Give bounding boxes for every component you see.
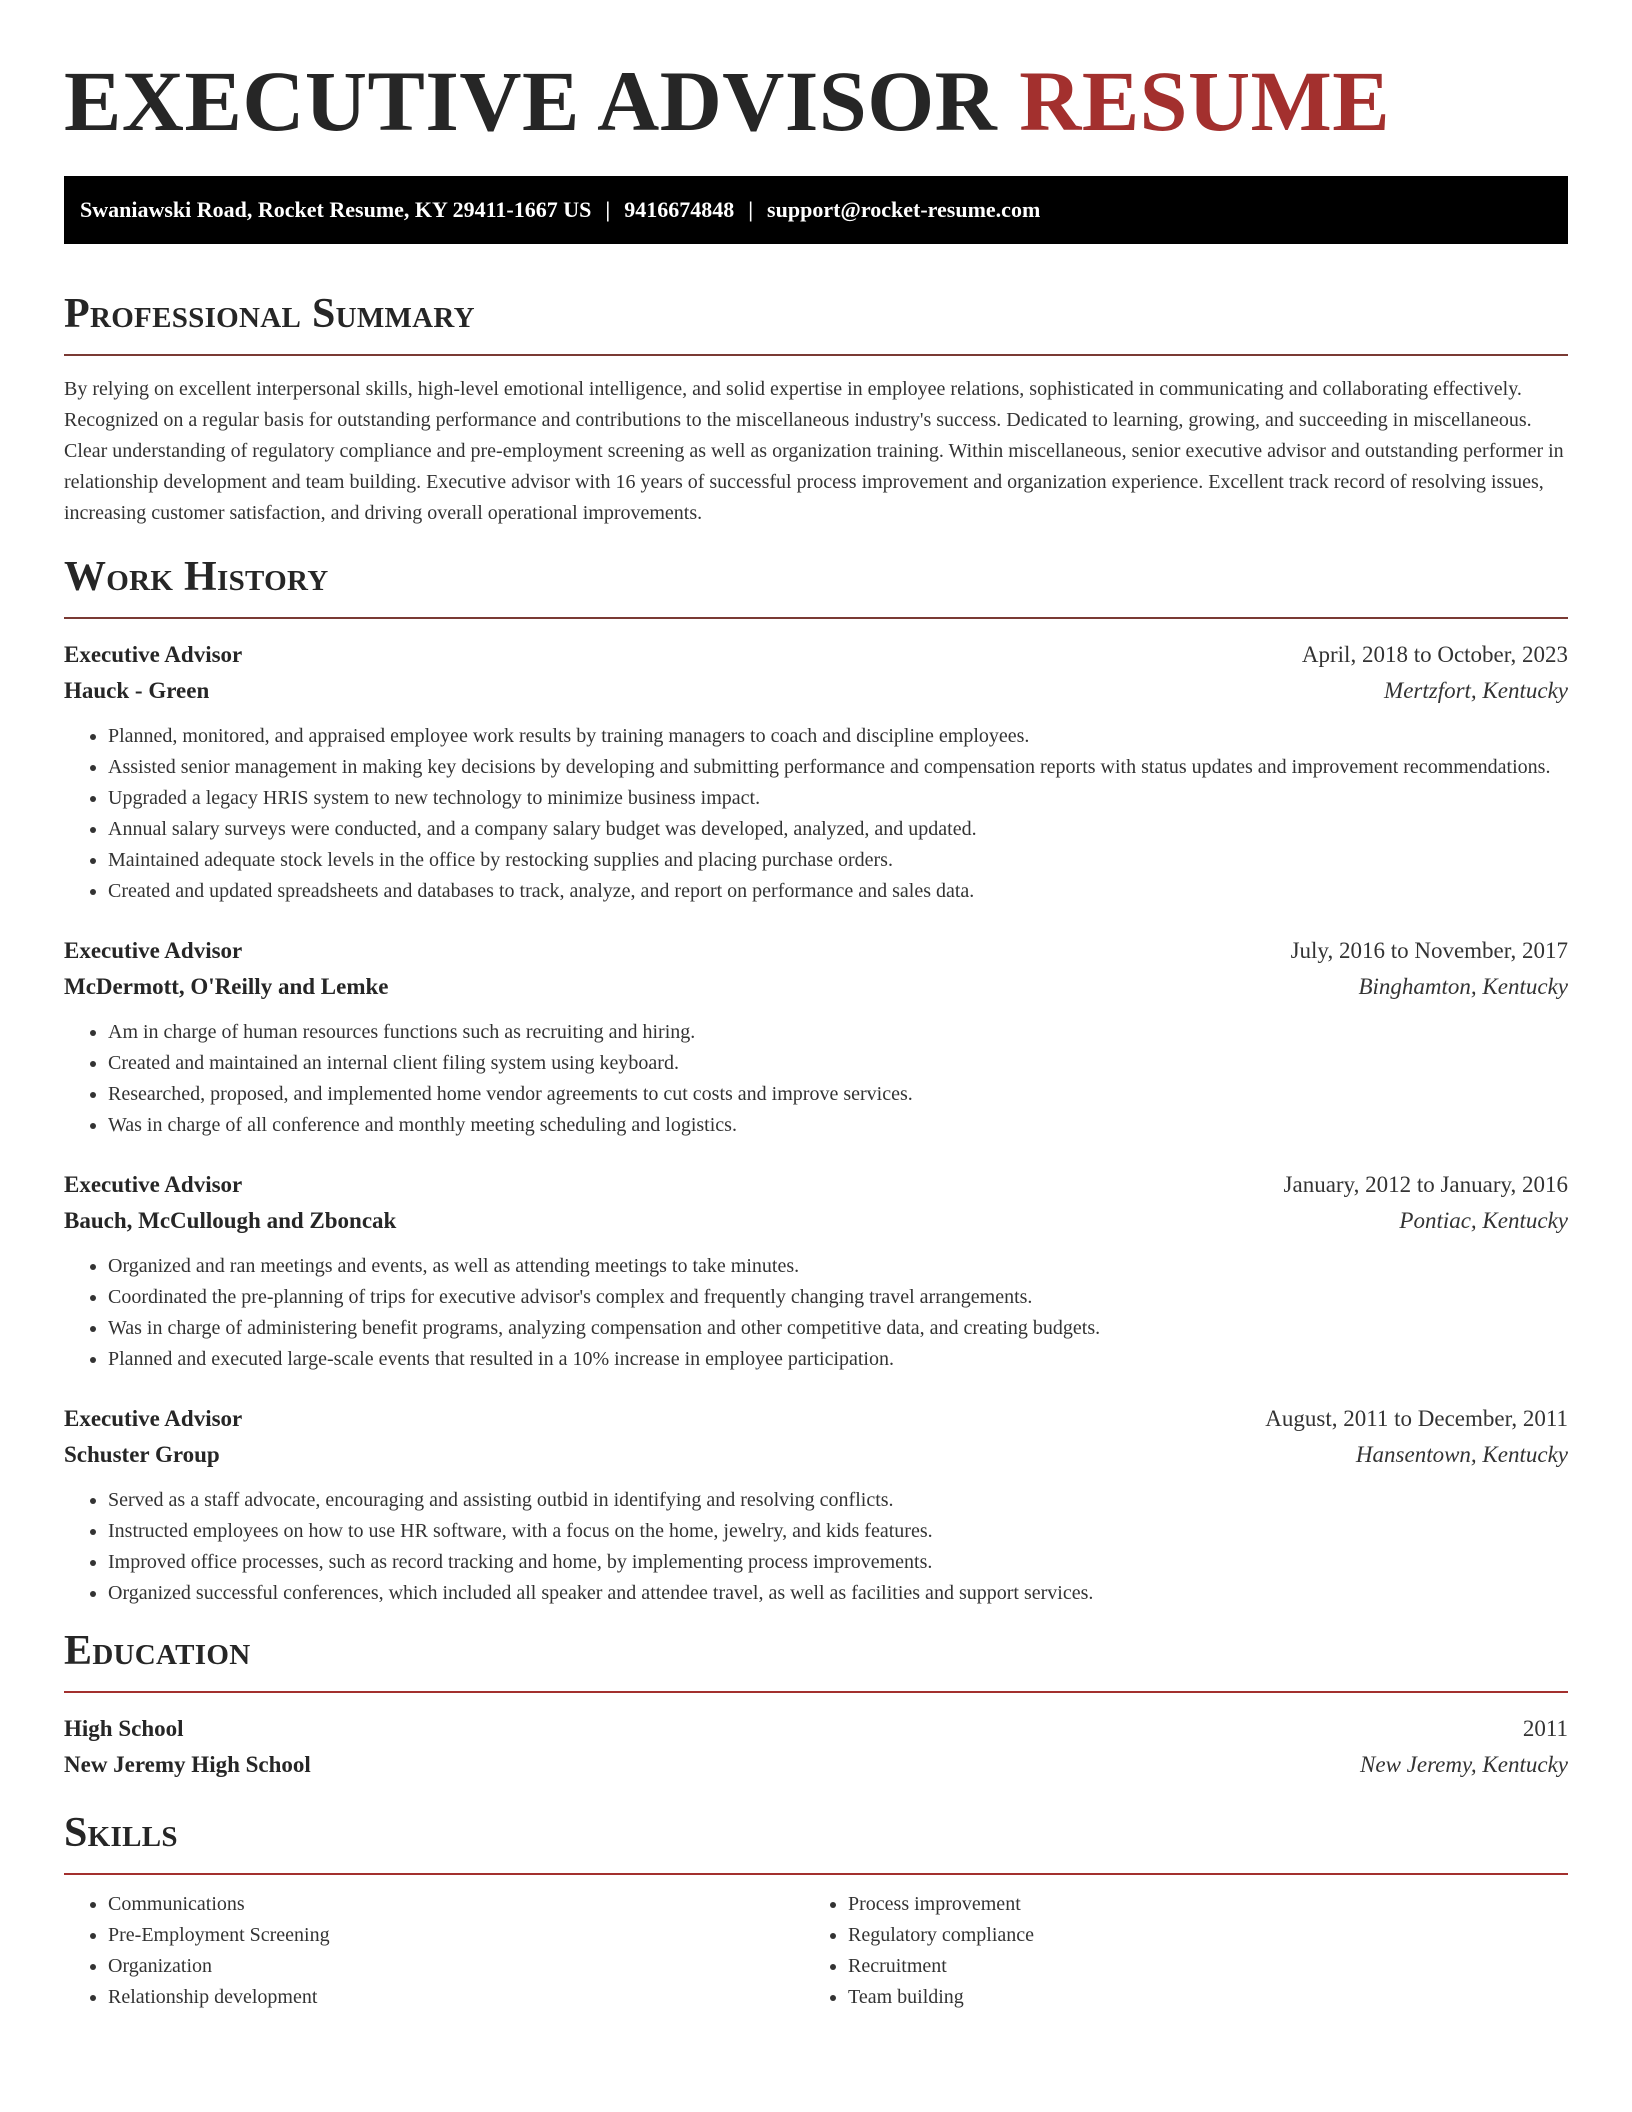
job-location: Hansentown, Kentucky — [1355, 1442, 1568, 1467]
job-location: Pontiac, Kentucky — [1399, 1208, 1568, 1233]
resume-page — [64, 0, 1568, 2013]
job-title: Executive Advisor — [64, 642, 243, 667]
job-dates: August, 2011 to December, 2011 — [1265, 1406, 1568, 1431]
skill-item: • Process improvement — [848, 1889, 1544, 1920]
job-bullet: • Was in charge of administering benefit programs, analyzing compensation and other competitive data, and creating budgets. — [108, 1313, 1568, 1344]
education-subheader — [64, 1747, 1568, 1783]
job-bullet: • Am in charge of human resources functions such as recruiting and hiring. — [108, 1017, 1568, 1048]
section-title-summary: Professional Summary — [64, 291, 475, 337]
job-title: Executive Advisor — [64, 1406, 243, 1431]
job-title: Executive Advisor — [64, 938, 243, 963]
summary-section — [64, 288, 1568, 529]
skills-section — [64, 1807, 1568, 2013]
job-bullet: • Served as a staff advocate, encouraging and assisting outbid in identifying and resolving conflicts. — [108, 1485, 1568, 1516]
job-bullet: • Assisted senior management in making key decisions by developing and submitting performance and compensation reports with status updates and improvement recommendations. — [108, 752, 1568, 783]
contact-separator: | — [748, 197, 754, 222]
job-bullet: • Coordinated the pre-planning of trips for executive advisor's complex and frequently changing travel arrangements. — [108, 1282, 1568, 1313]
job-company: Hauck - Green — [64, 678, 210, 703]
job-subheader — [64, 1203, 1568, 1239]
job-location: Mertzfort, Kentucky — [1384, 678, 1568, 703]
job-entry — [64, 1401, 1568, 1609]
job-bullet: • Organized and ran meetings and events, as well as attending meetings to take minutes. — [108, 1251, 1568, 1282]
section-title-education: Education — [64, 1628, 251, 1674]
section-title-skills: Skills — [64, 1810, 178, 1856]
job-company: McDermott, O'Reilly and Lemke — [64, 974, 389, 999]
education-location: New Jeremy, Kentucky — [1360, 1752, 1568, 1777]
job-subheader — [64, 969, 1568, 1005]
job-entry — [64, 1167, 1568, 1375]
education-year: 2011 — [1522, 1716, 1568, 1741]
job-entry — [64, 933, 1568, 1141]
contact-separator: | — [605, 197, 611, 222]
job-dates: April, 2018 to October, 2023 — [1301, 642, 1568, 667]
job-bullets — [64, 1017, 1568, 1141]
skill-item: • Organization — [108, 1951, 804, 1982]
job-bullet: • Was in charge of all conference and monthly meeting scheduling and logistics. — [108, 1110, 1568, 1141]
job-header — [64, 1167, 1568, 1203]
contact-bar — [64, 176, 1568, 244]
skills-column-right — [804, 1889, 1544, 2013]
job-header — [64, 933, 1568, 969]
job-bullet: • Created and updated spreadsheets and databases to track, analyze, and report on performance and sales data. — [108, 876, 1568, 907]
job-bullet: • Annual salary surveys were conducted, and a company salary budget was developed, analyzed, and updated. — [108, 814, 1568, 845]
job-bullet: • Planned and executed large-scale events that resulted in a 10% increase in employee participation. — [108, 1344, 1568, 1375]
job-bullet: • Organized successful conferences, which included all speaker and attendee travel, as well as facilities and support services. — [108, 1578, 1568, 1609]
job-subheader — [64, 673, 1568, 709]
section-divider — [64, 1691, 1568, 1693]
contact-email[interactable]: support@rocket-resume.com — [767, 197, 1041, 222]
job-bullet: • Instructed employees on how to use HR software, with a focus on the home, jewelry, and kids features. — [108, 1516, 1568, 1547]
education-section — [64, 1625, 1568, 1783]
skill-item: • Communications — [108, 1889, 804, 1920]
skills-list — [64, 1889, 1568, 2013]
skill-item: • Recruitment — [848, 1951, 1544, 1982]
job-dates: January, 2012 to January, 2016 — [1283, 1172, 1568, 1197]
job-header — [64, 1401, 1568, 1437]
job-company: Bauch, McCullough and Zboncak — [64, 1208, 397, 1233]
job-location: Binghamton, Kentucky — [1358, 974, 1568, 999]
job-title: Executive Advisor — [64, 1172, 243, 1197]
title-main: EXECUTIVE ADVISOR — [64, 53, 998, 149]
job-bullet: • Improved office processes, such as record tracking and home, by implementing process improvements. — [108, 1547, 1568, 1578]
job-header — [64, 637, 1568, 673]
skills-column-left — [64, 1889, 804, 2013]
skill-item: • Relationship development — [108, 1982, 804, 2013]
job-bullet: • Upgraded a legacy HRIS system to new technology to minimize business impact. — [108, 783, 1568, 814]
skill-item: • Regulatory compliance — [848, 1920, 1544, 1951]
contact-phone: 9416674848 — [624, 197, 735, 222]
skill-item: • Team building — [848, 1982, 1544, 2013]
job-bullet: • Planned, monitored, and appraised employee work results by training managers to coach and discipline employees. — [108, 721, 1568, 752]
section-divider — [64, 1873, 1568, 1875]
resume-title — [64, 0, 1568, 149]
job-bullets — [64, 1251, 1568, 1375]
education-entry — [64, 1711, 1568, 1783]
skill-item: • Pre-Employment Screening — [108, 1920, 804, 1951]
education-degree: High School — [64, 1716, 184, 1741]
job-subheader — [64, 1437, 1568, 1473]
job-bullet: • Researched, proposed, and implemented home vendor agreements to cut costs and improve services. — [108, 1079, 1568, 1110]
job-bullets — [64, 1485, 1568, 1609]
job-bullet: • Maintained adequate stock levels in the office by restocking supplies and placing purchase orders. — [108, 845, 1568, 876]
job-bullet: • Created and maintained an internal client filing system using keyboard. — [108, 1048, 1568, 1079]
job-bullets — [64, 721, 1568, 907]
section-divider — [64, 617, 1568, 619]
job-company: Schuster Group — [64, 1442, 220, 1467]
contact-address: Swaniawski Road, Rocket Resume, KY 29411-1667 US — [80, 197, 592, 222]
title-accent: RESUME — [1019, 53, 1391, 149]
work-history-section — [64, 551, 1568, 1609]
section-title-work-history: Work History — [64, 554, 329, 600]
education-header — [64, 1711, 1568, 1747]
job-dates: July, 2016 to November, 2017 — [1290, 938, 1568, 963]
summary-text: By relying on excellent interpersonal skills, high-level emotional intelligence, and solid expertise in employee relations, sophisticated in communicating and collaborating effectively. Recognized on a regular basis for outstanding performance and contributions to the miscellaneous industry's success. Dedicated to learning, growing, and succeeding in miscellaneous. Clear understanding of regulatory compliance and pre-employment screening as well as organization training. Within miscellaneous, senior executive advisor and outstanding performer in relationship development and team building. Executive advisor with 16 years of successful process improvement and organization experience. Excellent track record of resolving issues, increasing customer satisfaction, and driving overall operational improvements. — [64, 378, 1564, 524]
section-divider — [64, 354, 1568, 356]
job-entry — [64, 637, 1568, 907]
education-school: New Jeremy High School — [64, 1752, 311, 1777]
